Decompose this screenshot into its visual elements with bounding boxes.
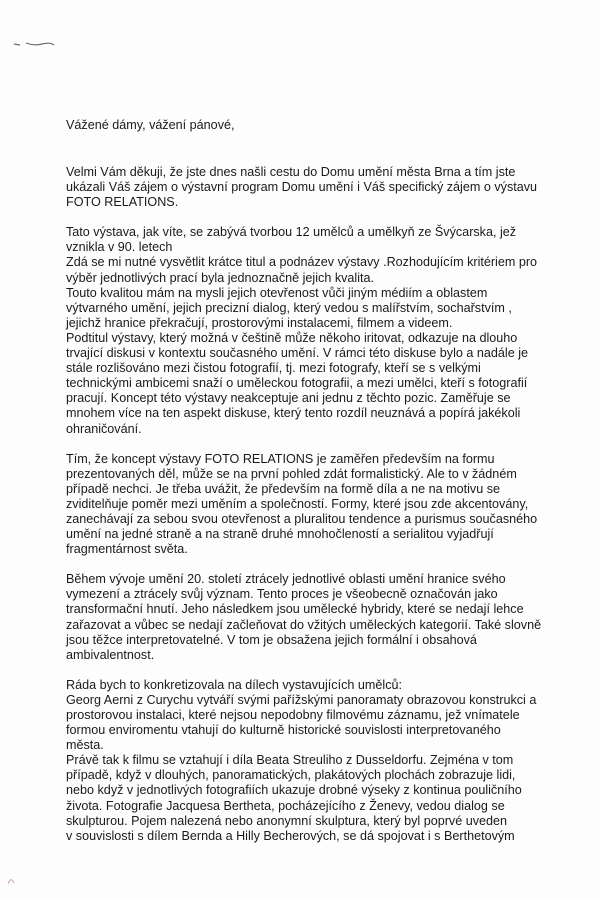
text-line: Zdá se mi nutné vysvětlit krátce titul a podnázev výstavy .Rozhodujícím kritériem pro xyxy=(66,255,538,270)
pen-mark-icon xyxy=(12,40,56,48)
text-line: ohraničování. xyxy=(66,421,142,436)
text-line: vymezení a ztrácely svůj význam. Tento proces je všeobecně označován jako xyxy=(66,587,498,602)
paragraph-3 xyxy=(66,452,588,558)
text-line: případě, když v dlouhých, panoramatických, plakátových plochách zobrazuje lidi, xyxy=(66,768,516,783)
text-line: Touto kvalitou mám na mysli jejich otevřenost vůči jiným médiím a oblastem xyxy=(66,285,488,300)
text-line: jsou těžce interpretovatelné. V tom je obsažena jejich formální i obsahová xyxy=(66,632,477,647)
text-line: prezentovaných děl, může se na první pohled zdát formalistický. Ale to v žádném xyxy=(66,466,517,481)
text-line: zanechávají za sebou svou otevřenost a pluralitou tendence a purismus současného xyxy=(66,511,538,526)
scan-mark-icon xyxy=(6,874,16,886)
text-line: Georg Aerni z Curychu vytváří svými pařížskými panoramaty obrazovou konstrukci a xyxy=(66,692,537,707)
text-line: pracují. Koncept této výstavy neakceptuje ani jednu z těchto pozic. Zaměřuje se xyxy=(66,391,511,406)
salutation: Vážené dámy, vážení pánové, xyxy=(66,118,235,132)
text-line: prostorovou instalaci, které nejsou nepodobny filmovému záznamu, jež vnímatele xyxy=(66,708,520,722)
text-line: fragmentárnost světa. xyxy=(66,542,188,557)
paragraph-5 xyxy=(66,678,588,844)
text-line: zviditelňuje poměr mezi uměním a společností. Formy, které jsou zde akcentovány, xyxy=(66,496,529,511)
paragraph-4 xyxy=(66,572,588,663)
text-line: vznikla v 90. letech xyxy=(66,240,173,255)
text-line: ambivalentnost. xyxy=(66,647,155,662)
text-line: v souvislosti s dílem Bernda a Hilly Becherových, se dá spojovat i s Berthetovým xyxy=(66,828,515,843)
text-line: mnohem více na ten aspekt diskuse, který tento rozdíl neuznává a popírá jakékoli xyxy=(66,406,521,421)
text-line: výtvarného umění, jejich precizní dialog, který vedou s malířstvím, sochařstvím , xyxy=(66,300,512,315)
text-line: Tím, že koncept výstavy FOTO RELATIONS je zaměřen především na formu xyxy=(66,451,495,466)
text-line: Právě tak k filmu se vztahují i díla Beata Streuliho z Dusseldorfu. Zejména v tom xyxy=(66,753,514,768)
text-line: nebo když v jednotlivých fotografiích ukazuje drobné výseky z kontinua pouličního xyxy=(66,783,522,798)
text-line: trvající diskusi v kontextu současného umění. V rámci této diskuse bylo a nadále je xyxy=(66,346,529,361)
text-line: technickými ambicemi snaží o uměleckou fotografii, a mezi umělci, kteří s fotografií xyxy=(66,376,528,391)
text-line: jejichž hranice překračují, prostorovými instalacemi, filmem a videem. xyxy=(66,315,453,330)
paragraph-2 xyxy=(66,225,588,436)
text-line: případě nechci. Je třeba uvážit, že především na formě díla a ne na motivu se xyxy=(66,481,501,496)
text-line: transformační hnutí. Jeho následkem jsou umělecké hybridy, které se nedají lehce xyxy=(66,602,524,617)
text-line: umění na jedné straně a na straně druhé mnohočleností a serialitou vyjadřují xyxy=(66,527,494,542)
letter-body xyxy=(66,165,588,844)
text-line: formou enviromentu vtahují do kulturně historické souvislosti interpretovaného xyxy=(66,723,501,738)
text-line: FOTO RELATIONS. xyxy=(66,195,179,210)
text-line: Ráda bych to konkretizovala na dílech vystavujících umělců: xyxy=(66,677,403,692)
text-line: Během vývoje umění 20. století ztrácely jednotlivé oblasti umění hranice svého xyxy=(66,572,506,587)
text-line: Velmi Vám děkuji, že jste dnes našli cestu do Domu umění města Brna a tím jste xyxy=(66,165,516,179)
text-line: skulpturou. Pojem nalezená nebo anonymní skulptura, který byl poprvé uveden xyxy=(66,813,508,828)
text-line: Podtitul výstavy, který možná v češtině může někoho iritovat, odkazuje na dlouho xyxy=(66,330,518,345)
paragraph-1 xyxy=(66,165,588,210)
text-line: Tato výstava, jak víte, se zabývá tvorbou 12 umělců a umělkyň ze Švýcarska, jež xyxy=(66,225,517,240)
text-line: města. xyxy=(66,738,104,753)
text-line: výběr jednotlivých prací byla jednoznačně jejich kvalita. xyxy=(66,270,375,285)
text-line: ukázali Váš zájem o výstavní program Domu umění i Váš specifický zájem o výstavu xyxy=(66,180,538,195)
text-line: stále rozlišováno mezi čistou fotografií, tj. mezi fotografy, kteří se s velkými xyxy=(66,361,481,376)
text-line: života. Fotografie Jacquesa Bertheta, pocházejícího z Ženevy, vedou dialog se xyxy=(66,798,505,813)
text-line: zařazovat a vůbec se nedají začleňovat do vžitých uměleckých kategorií. Také slovně xyxy=(66,617,542,632)
